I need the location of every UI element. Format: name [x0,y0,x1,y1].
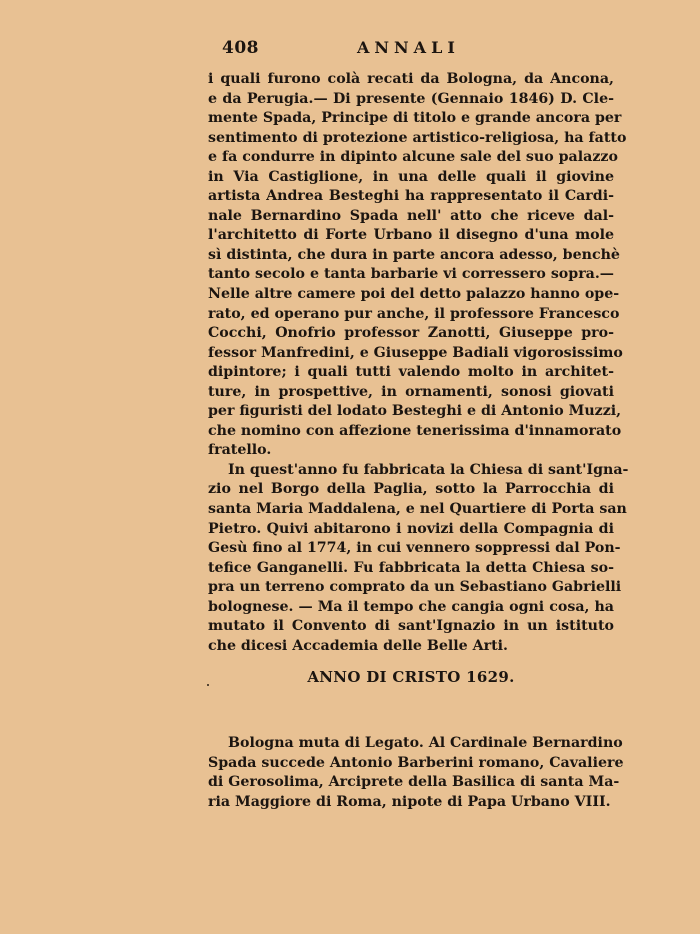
section-heading: ANNO DI CRISTO 1629. [307,668,515,686]
text-line: Bologna muta di Legato. Al Cardinale Bernardino [228,735,623,751]
text-line: di Gerosolima, Arciprete della Basilica di santa Ma- [208,774,620,791]
text-line: zio nel Borgo della Paglia, sotto la Parrocchia di [208,481,614,498]
text-line: In quest'anno fu fabbricata la Chiesa di sant'Igna- [228,461,629,478]
text-line: l'architetto di Forte Urbano il disegno d'una mole [208,227,614,244]
text-line: nale Bernardino Spada nell' atto che riceve dal- [208,207,614,224]
text-line: artista Andrea Besteghi ha rappresentato il Cardi- [208,188,614,205]
text-line: Cocchi, Onofrio professor Zanotti, Giuseppe pro- [208,325,614,342]
text-line: mutato il Convento di sant'Ignazio in un istituto [208,618,614,635]
text-line: santa Maria Maddalena, e nel Quartiere di Porta san [208,501,627,518]
text-line: rato, ed operano pur anche, il professore Francesco [208,305,620,322]
text-block-section [208,734,624,812]
text-line: fratello. [208,442,272,459]
text-line: sentimento di protezione artistico-religiosa, ha fatto [208,129,627,146]
text-line: e da Perugia.— Di presente (Gennaio 1846) D. Cle- [208,90,614,107]
text-line: per figuristi del lodato Besteghi e di Antonio Muzzi, [208,403,622,420]
text-line: pra un terreno comprato da un Sebastiano Gabrielli [208,579,622,596]
text-line: Gesù fino al 1774, in cui vennero soppressi dal Pon- [208,540,621,557]
text-line: e fa condurre in dipinto alcune sale del suo palazzo [208,149,618,166]
text-line: bolognese. — Ma il tempo che cangia ogni cosa, ha [208,598,614,615]
text-line: i quali furono colà recati da Bologna, da Ancona, [208,71,614,87]
text-block-main [208,70,629,656]
text-line: tanto secolo e tanta barbarie vi corressero sopra.— [208,266,614,283]
text-line: che dicesi Accademia delle Belle Arti. [208,637,508,654]
text-line: mente Spada, Principe di titolo e grande ancora per [208,110,622,127]
text-line: in Via Castiglione, in una delle quali il giovine [208,168,614,185]
text-line: Nelle altre camere poi del detto palazzo hanno ope- [208,286,620,303]
text-line: Pietro. Quivi abitarono i novizi della Compagnia di [208,520,614,537]
text-line: ria Maggiore di Roma, nipote di Papa Urbano VIII. [208,793,611,810]
text-line: sì distinta, che dura in parte ancora adesso, benchè [208,246,620,263]
text-line: fessor Manfredini, e Giuseppe Badiali vigorosissimo [208,344,623,361]
running-title: ANNALI [357,38,460,57]
text-line: tefice Ganganelli. Fu fabbricata la detta Chiesa so- [208,559,614,576]
page-number: 408 [222,38,259,58]
text-line: che nomino con affezione tenerissima d'innamorato [208,422,622,439]
running-head [222,38,614,60]
text-line: Spada succede Antonio Barberini romano, Cavaliere [208,754,624,771]
text-line: dipintore; i quali tutti valendo molto in architet- [208,364,614,381]
text-line: ture, in prospettive, in ornamenti, sonosi giovati [208,383,614,400]
